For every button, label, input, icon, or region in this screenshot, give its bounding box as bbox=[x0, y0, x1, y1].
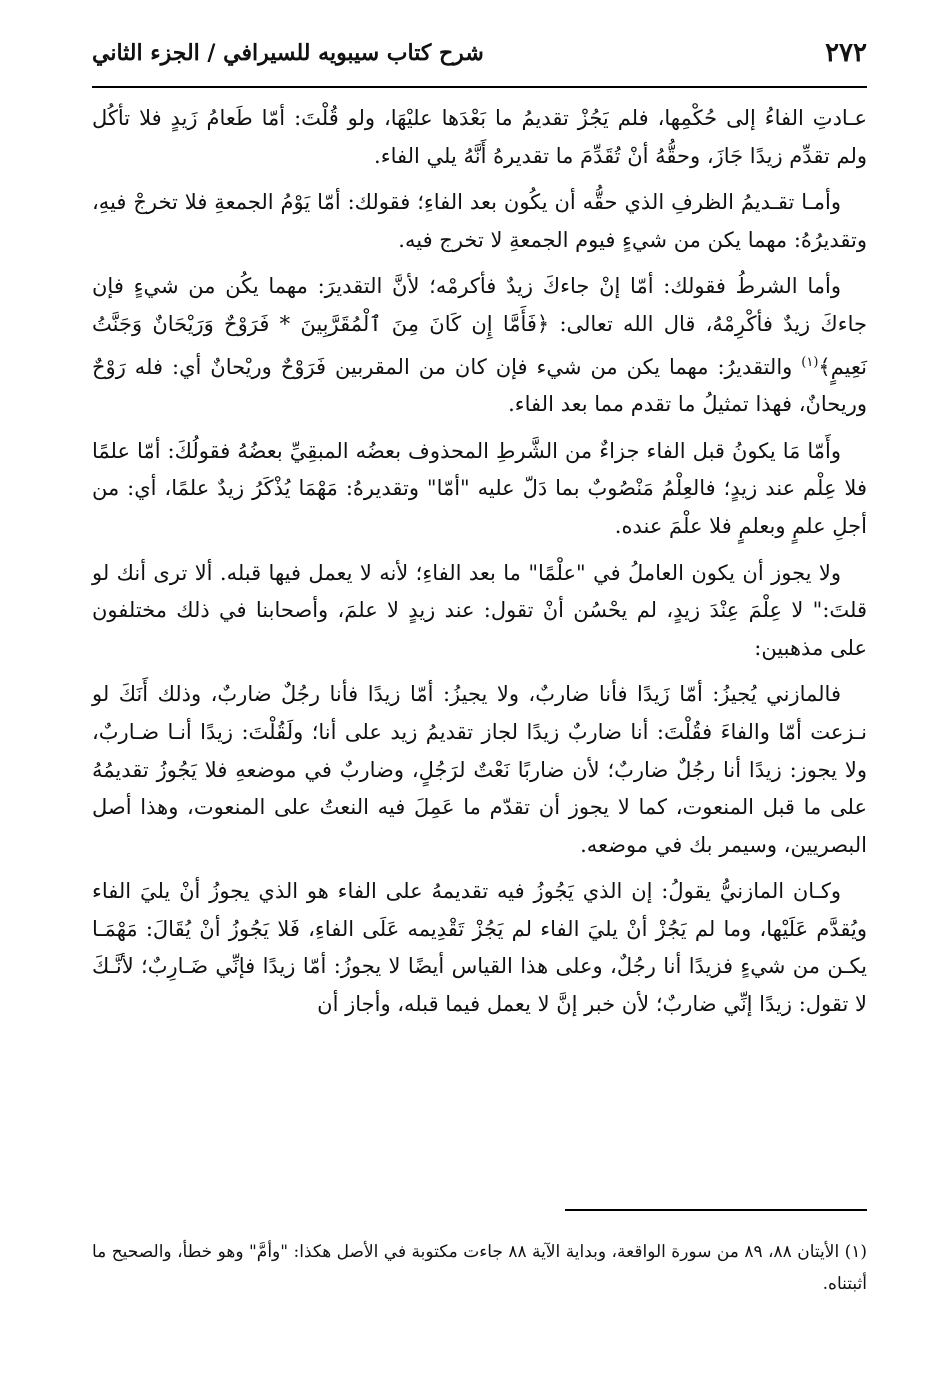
paragraph: وأمـا تقـديمُ الظرفِ الذي حقُّه أن يكُون بعد الفاءِ؛ فقولك: أمّا يَوْمُ الجمعةِ فلا تخرجْ فيهِ، وتقديرُهُ: مهما يكن من شيءٍ فيوم الجمعةِ لا تخرج فيه. bbox=[92, 190, 867, 252]
paragraph: عـادتِ الفاءُ إلى حُكْمِها، فلم يَجُزْ تقديمُ ما بَعْدَها عليْهَا، ولو قُلْتَ: أمّا طَعامُ زَيدٍ فلا تأكُل ولم تقدِّم زيدًا جَازَ، وحقُّهُ أنْ تُقَدِّمَ ما تقديرهُ أَنَّهُ يلي الفاء. bbox=[92, 106, 867, 168]
paragraph: فالمازني يُجيزُ: أمّا زَيدًا فأنا ضاربٌ، ولا يجيزُ: أمّا زيدًا فأنا رجُلٌ ضاربٌ، وذلك أَنَكَ لو نـزعت أمّا والفاءَ فقُلْتَ: أنا ضاربٌ زيدًا لجاز تقديمُ زيد على أنا؛ ولَقُلْتَ: زيدًا أنـا ضـاربٌ، ولا يجوز: زيدًا أنا رجُلٌ ضاربٌ؛ لأن ضاربًا نَعْتٌ لرَجُلٍ، وضاربٌ في موضعهِ فلا يَجُوزُ تقديمُهُ على ما قبل المنعوت، كما لا يجوز أن تقدّم ما عَمِلَ فيه النعتُ على المنعوت، وهذا أصل البصريين، وسيمر بك في موضعه. bbox=[92, 682, 867, 857]
main-text bbox=[92, 100, 867, 1033]
footnote-divider bbox=[565, 1209, 867, 1211]
running-title: شرح كتاب سيبويه للسيرافي / الجزء الثاني bbox=[92, 40, 484, 66]
footnote: (١) الأيتان ٨٨، ٨٩ من سورة الواقعة، وبداية الآية ٨٨ جاءت مكتوبة في الأصل هكذا: "وأمَّ" وهو خطأ، والصحيح ما أثبتناه. bbox=[92, 1242, 867, 1294]
paragraph: وكـان المازنيُّ يقولُ: إن الذي يَجُوزُ فيه تقديمهُ على الفاء هو الذي يجوزُ أنْ يليَ الفاء ويُقدَّم عَلَيْها، وما لم يَجُزْ أنْ يليَ الفاء لم يَجُزْ تَقْدِيمه عَلَى الفاءِ، فَلا يَجُوزُ أنْ يُقَالَ: مَهْمَـا يكـن من شيءٍ فزيدًا أنا رجُلٌ، وعلى هذا القياس أيضًا لا يجوزُ: أمّا زيدًا فإنِّي ضَـارِبٌ؛ لأنَّـكَ لا تقول: زيدًا إنِّي ضاربٌ؛ لأن خبر إنَّ لا يعمل فيما قبله، وأجاز أن bbox=[92, 879, 867, 1017]
page-header bbox=[92, 28, 867, 88]
paragraph-text: وأما الشرطُ فقولك: أمّا إنْ جاءكَ زيدٌ فأكرمْه؛ لأنَّ التقديرَ: مهما يكُن من شيءٍ فإن جاءكَ زيدٌ فأكْرِمْهُ، قال الله تعالى: ﴿فَأَمَّا إِن كَانَ مِنَ ٱلْمُقَرَّبِينَ * فَرَوْحٌ وَرَيْحَانٌ وَجَنَّتُ نَعِيمٍ﴾ bbox=[92, 274, 867, 379]
paragraph: وأَمّا مَا يكونُ قبل الفاء جزاءٌ من الشَّرطِ المحذوف بعضُه المبقِيِّ بعضُهُ فقولُكَ: أمّا علمًا فلا عِلْم عند زيدٍ؛ فالعِلْمُ مَنْصُوبٌ بما دَلّ عليه "أمّا" وتقديرهُ: مَهْمَا يُذْكَرُ زيدٌ علمًا، أي: من أجلِ علمٍ وبعلمٍ فلا علْمَ عنده. bbox=[92, 438, 867, 538]
page-number: ٢٧٢ bbox=[825, 38, 867, 68]
paragraph-text-continued: والتقديرُ: مهما يكن من شيء فإن كان من المقربين فَرَوْحٌ وريْحانٌ أي: فله رَوْحٌ وريحانٌ، فهذا تمثيلُ ما تقدم مما بعد الفاء. bbox=[92, 354, 867, 417]
footnotes bbox=[92, 1236, 867, 1300]
footnote-marker: (١) bbox=[801, 354, 819, 370]
paragraph: ولا يجوز أن يكون العاملُ في "علْمًا" ما بعد الفاءِ؛ لأنه لا يعمل فيها قبله. ألا ترى أنك لو قلتَ:" لا عِلْمَ عِنْدَ زيدٍ، لم يحْسُن أنْ تقول: عند زيدٍ لا علمَ، وأصحابنا في ذلك مختلفون على مذهبين: bbox=[92, 560, 867, 660]
paragraph-with-footnote bbox=[92, 268, 867, 423]
header-divider bbox=[92, 86, 867, 88]
